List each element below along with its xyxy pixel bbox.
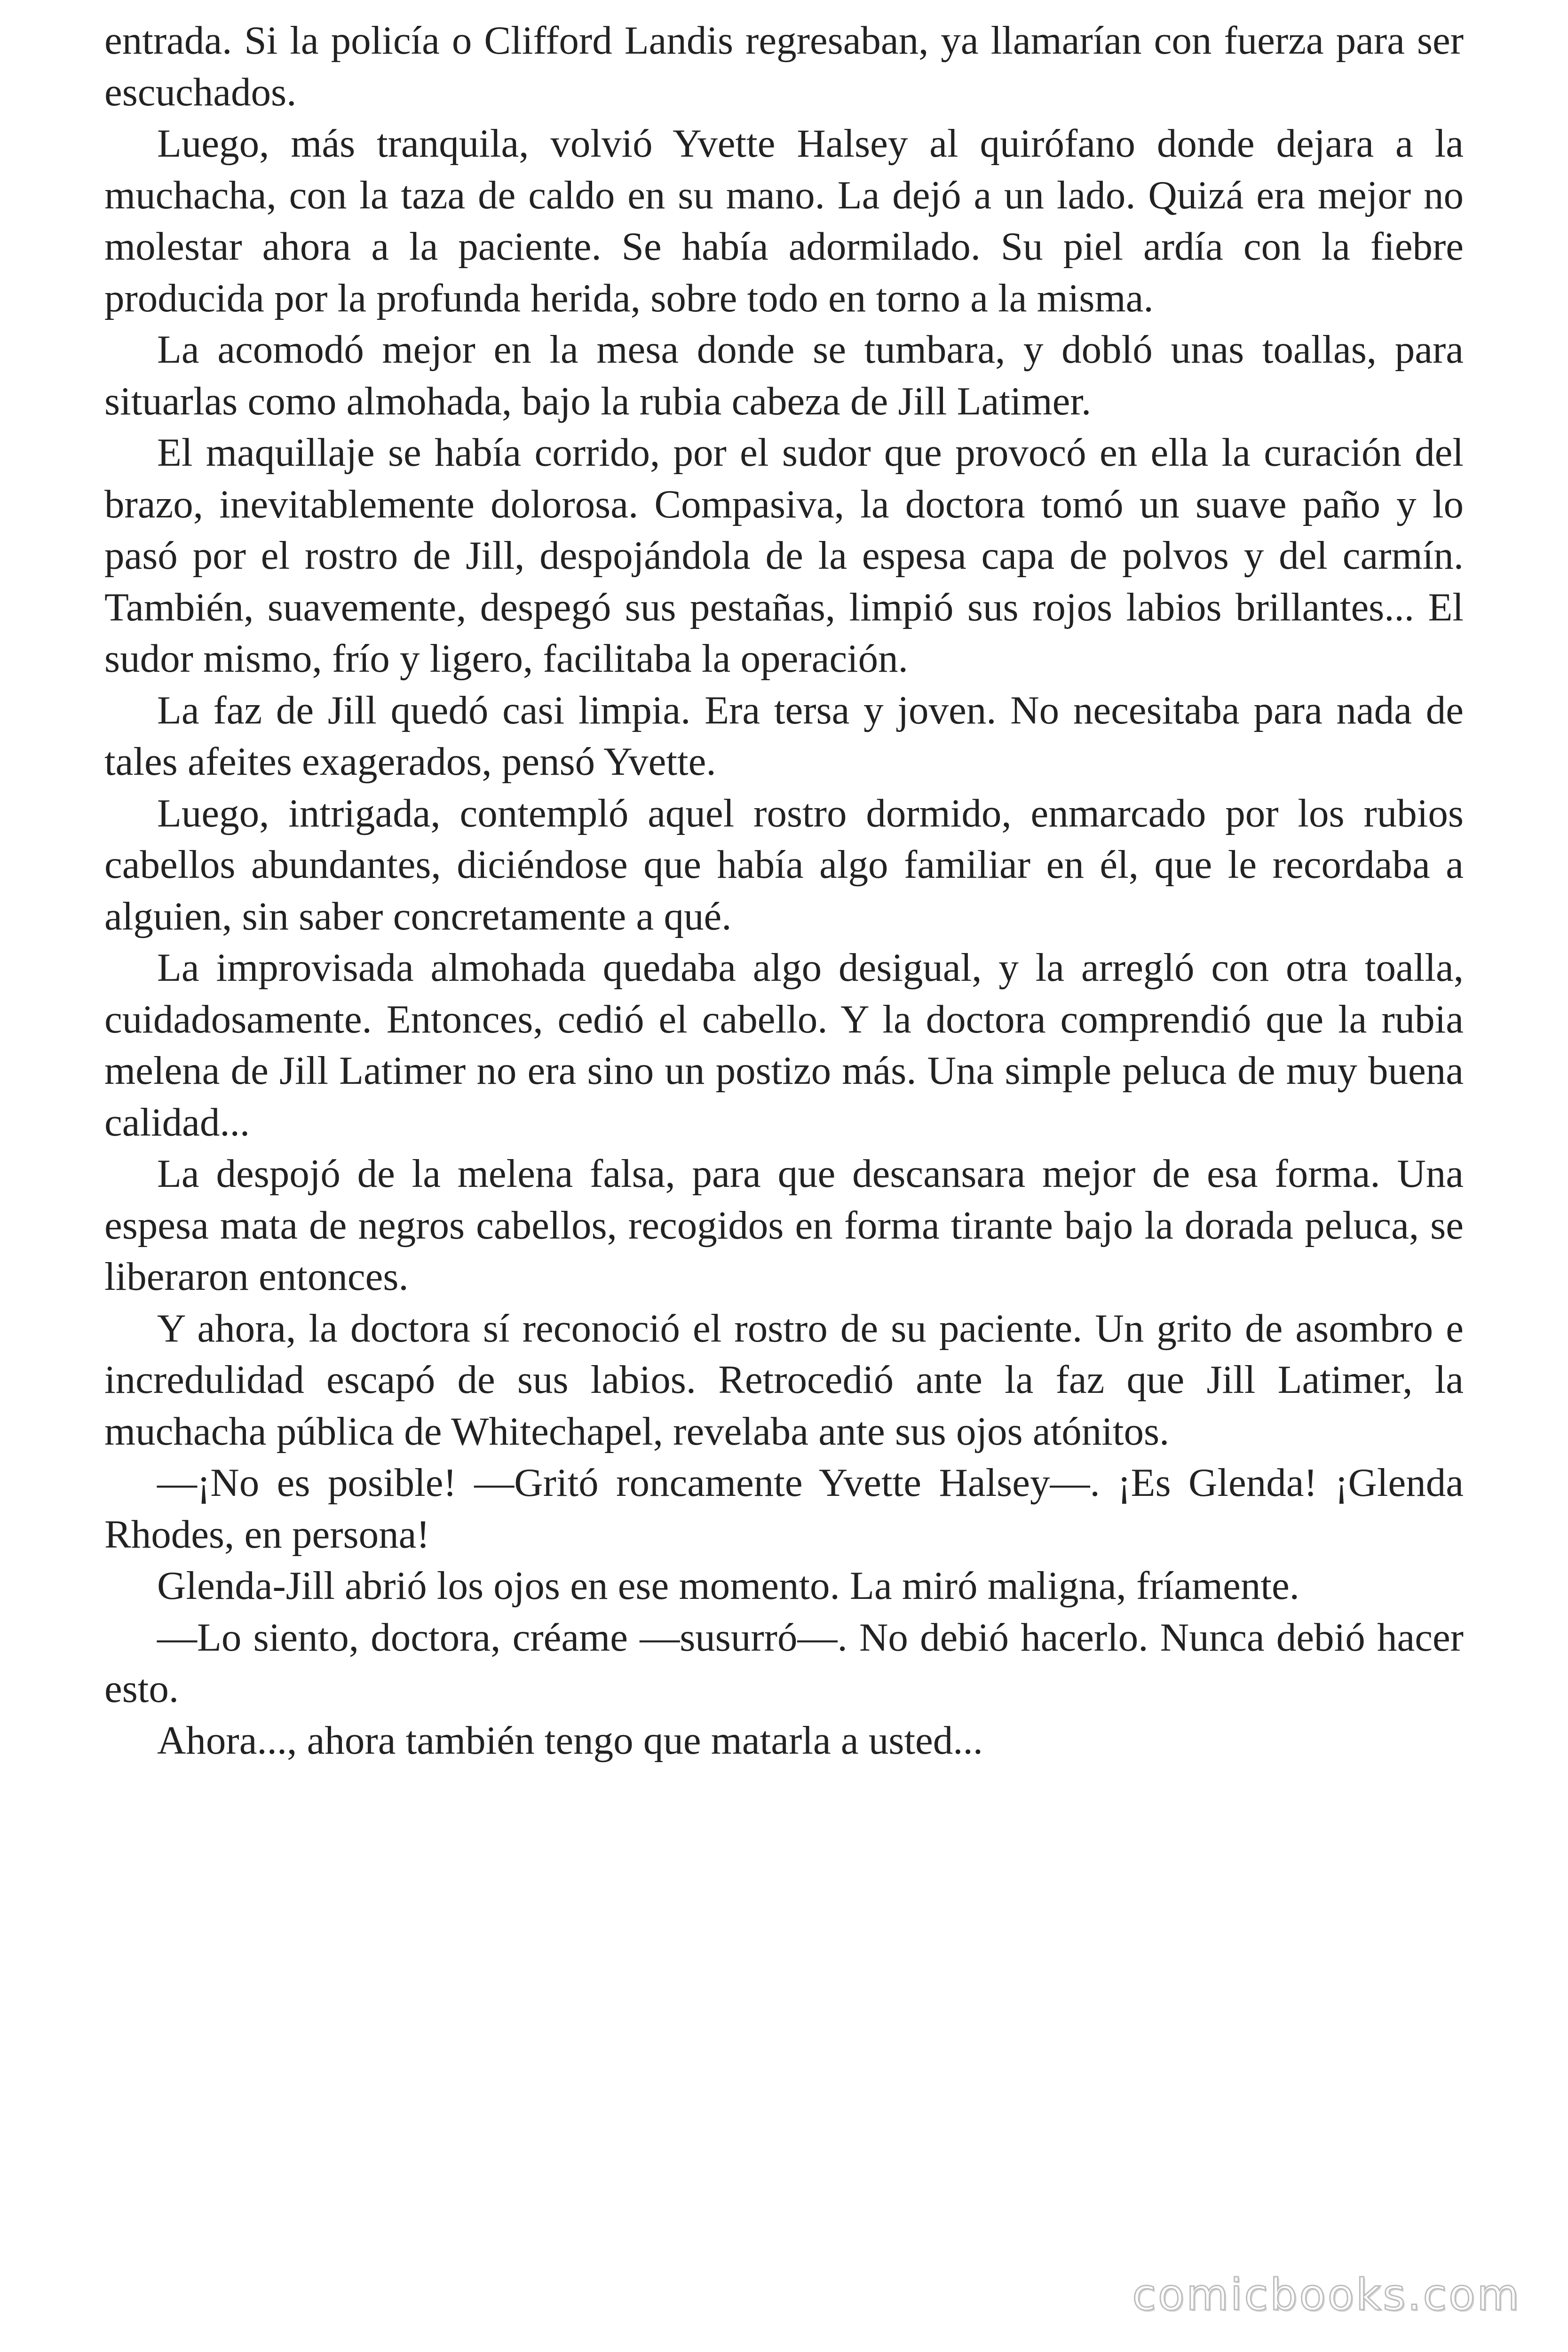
paragraph-3: La acomodó mejor en la mesa donde se tumbara, y dobló unas toallas, para situarlas como almohada, bajo la rubia cabeza de Jill Latimer. xyxy=(104,327,1464,423)
paragraph-2: Luego, más tranquila, volvió Yvette Halsey al quirófano donde dejara a la muchacha, con la taza de caldo en su mano. La dejó a un lado. Quizá era mejor no molestar ahora a la paciente. Se había adormilado. Su piel ardía con la fiebre producida por la profunda herida, sobre todo en torno a la misma. xyxy=(104,121,1464,320)
paragraph-8: La despojó de la melena falsa, para que descansara mejor de esa forma. Una espesa mata de negros cabellos, recogidos en forma tirante bajo la dorada peluca, se liberaron entonces. xyxy=(104,1152,1464,1299)
paragraph-6: Luego, intrigada, contempló aquel rostro dormido, enmarcado por los rubios cabellos abundantes, diciéndose que había algo familiar en él, que le recordaba a alguien, sin saber concretamente a qué. xyxy=(104,791,1464,938)
paragraph-1: entrada. Si la policía o Clifford Landis regresaban, ya llamarían con fuerza para ser escuchados. xyxy=(104,18,1464,114)
watermark: comicbooks.com xyxy=(1132,2270,1521,2320)
paragraph-12: —Lo siento, doctora, créame —susurró—. No debió hacerlo. Nunca debió hacer esto. xyxy=(104,1615,1464,1711)
paragraph-5: La faz de Jill quedó casi limpia. Era tersa y joven. No necesitaba para nada de tales afeites exagerados, pensó Yvette. xyxy=(104,688,1464,784)
paragraph-10: —¡No es posible! —Gritó roncamente Yvette Halsey—. ¡Es Glenda! ¡Glenda Rhodes, en persona! xyxy=(104,1461,1464,1557)
paragraph-13: Ahora..., ahora también tengo que matarla a usted... xyxy=(157,1718,983,1763)
paragraph-9: Y ahora, la doctora sí reconoció el rostro de su paciente. Un grito de asombro e incredulidad escapó de sus labios. Retrocedió ante la faz que Jill Latimer, la muchacha pública de Whitechapel, revelaba ante sus ojos atónitos. xyxy=(104,1306,1464,1454)
paragraph-4: El maquillaje se había corrido, por el sudor que provocó en ella la curación del brazo, inevitablemente dolorosa. Compasiva, la doctora tomó un suave paño y lo pasó por el rostro de Jill, despojándola de la espesa capa de polvos y del carmín. También, suavemente, despegó sus pestañas, limpió sus rojos labios brillantes... El sudor mismo, frío y ligero, facilitaba la operación. xyxy=(104,430,1464,681)
paragraph-7: La improvisada almohada quedaba algo desigual, y la arregló con otra toalla, cuidadosamente. Entonces, cedió el cabello. Y la doctora comprendió que la rubia melena de Jill Latimer no era sino un postizo más. Una simple peluca de muy buena calidad... xyxy=(104,946,1464,1144)
paragraph-11: Glenda-Jill abrió los ojos en ese momento. La miró maligna, fríamente. xyxy=(157,1564,1299,1608)
page-body-text xyxy=(104,15,1464,1766)
